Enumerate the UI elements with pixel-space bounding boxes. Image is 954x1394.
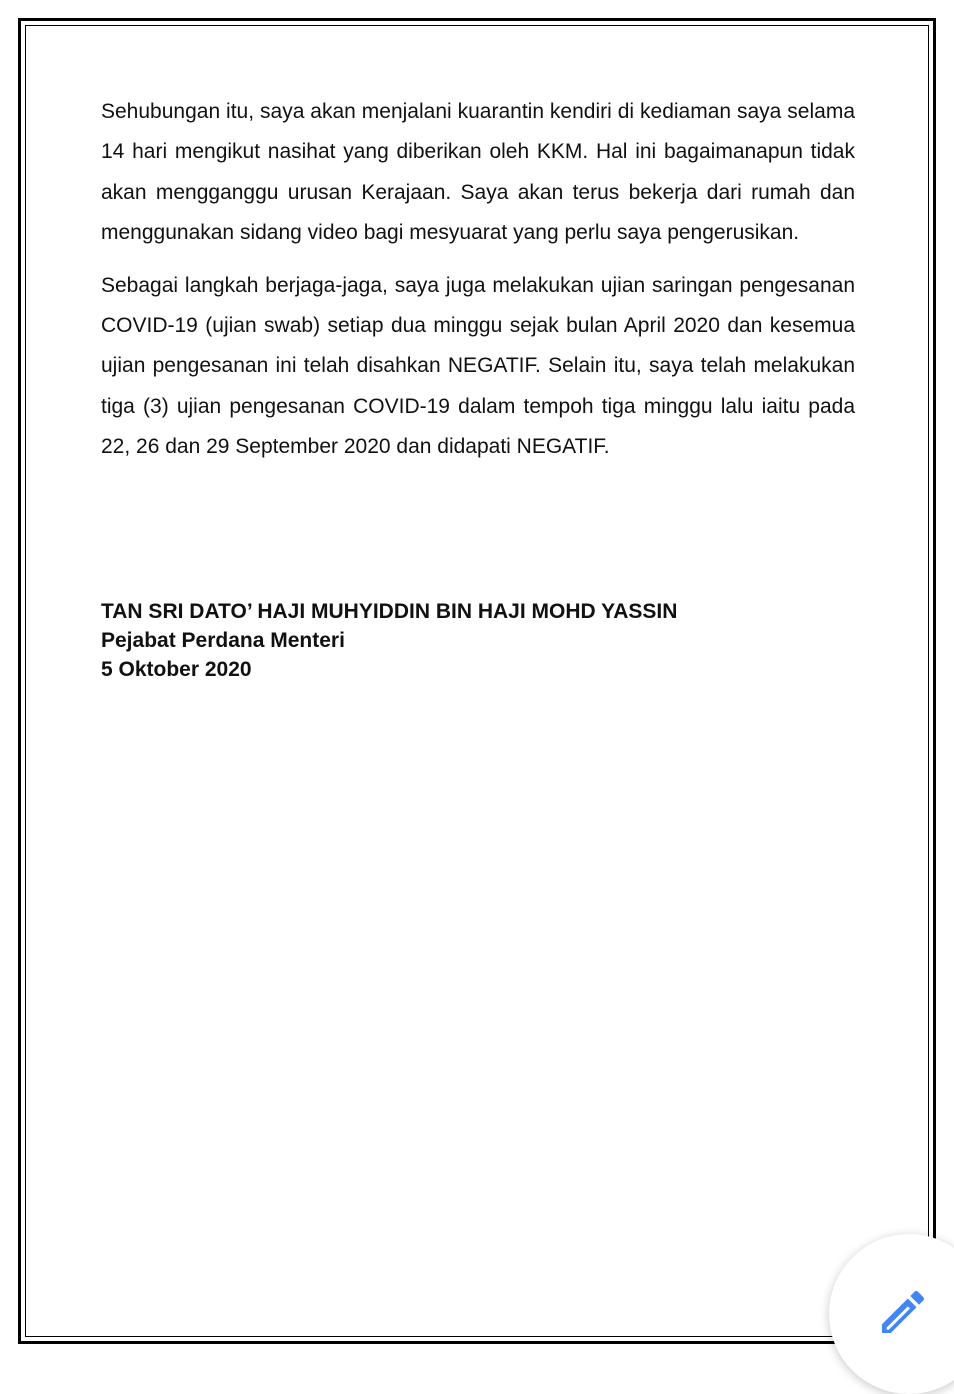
paragraph-testing: Sebagai langkah berjaga-jaga, saya juga melakukan ujian saringan pengesanan COVID-19 (ujian swab) setiap dua minggu sejak bulan April 2020 dan kesemua ujian pengesanan ini telah disahkan NEGATIF. Selain itu, saya telah melakukan tiga (3) ujian pengesanan COVID-19 dalam tempoh tiga minggu lalu iaitu pada 22, 26 dan 29 September 2020 dan didapati NEGATIF. — [101, 273, 855, 459]
signatory-office: Pejabat Perdana Menteri — [101, 629, 345, 652]
pencil-icon — [875, 1284, 931, 1340]
paragraph-quarantine: Sehubungan itu, saya akan menjalani kuarantin kendiri di kediaman saya selama 14 hari mengikut nasihat yang diberikan oleh KKM. Hal ini bagaimanapun tidak akan mengganggu urusan Kerajaan. Saya akan terus bekerja dari rumah dan menggunakan sidang video bagi mesyuarat yang perlu saya pengerusikan. — [101, 100, 855, 245]
document-body — [101, 92, 855, 480]
statement-date: 5 Oktober 2020 — [101, 658, 252, 681]
signature-block — [101, 597, 677, 684]
signatory-name: TAN SRI DATO’ HAJI MUHYIDDIN BIN HAJI MOHD YASSIN — [101, 600, 678, 623]
